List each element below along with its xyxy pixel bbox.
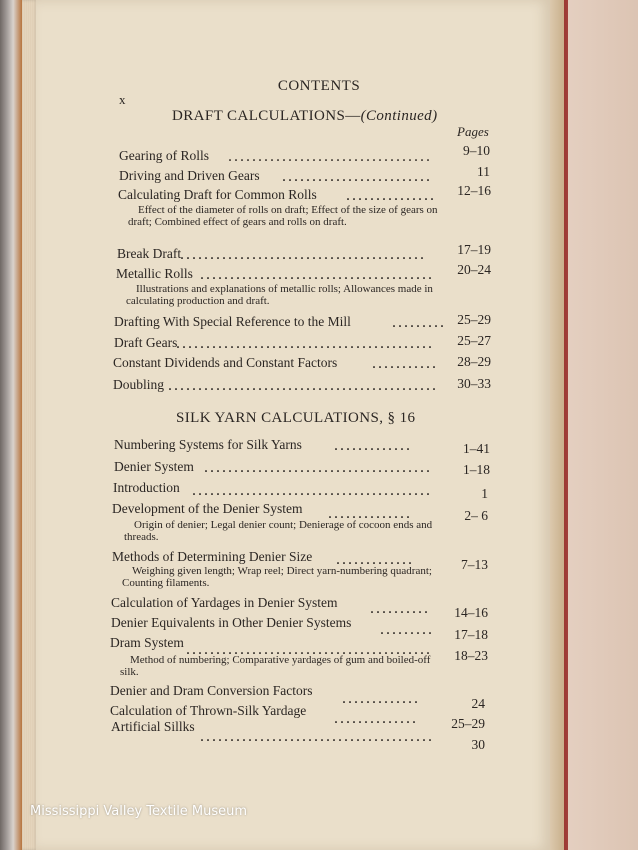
- leader-dots: .........................................: [180, 246, 426, 263]
- toc-entry-title: Break Draft: [117, 246, 182, 261]
- toc-entry-title: Methods of Determining Denier Size: [112, 549, 313, 564]
- toc-entry-pages: 2– 6: [464, 508, 488, 523]
- toc-entry-title: Introduction: [113, 480, 180, 495]
- toc-entry-title: Denier and Dram Conversion Factors: [110, 683, 313, 698]
- toc-entry-title: Denier System: [114, 459, 194, 474]
- leader-dots: .............................................: [168, 377, 438, 394]
- leader-dots: .........................: [282, 168, 432, 185]
- toc-entry-title: Draft Gears: [114, 335, 178, 350]
- leader-dots: .......................................: [200, 266, 434, 283]
- toc-entry-description: Weighing given length; Wrap reel; Direct yarn-numbering quadrant; Counting filaments.: [122, 565, 432, 589]
- leader-dots: ..............: [334, 710, 418, 727]
- toc-entry-pages: 12–16: [457, 183, 491, 198]
- book-cover-right: [564, 0, 638, 850]
- leader-dots: ...............: [346, 187, 436, 204]
- toc-entry-title: Development of the Denier System: [112, 501, 303, 516]
- toc-entry-pages: 30: [471, 737, 485, 752]
- toc-entry-pages: 9–10: [463, 143, 490, 158]
- toc-entry-pages: 25–27: [457, 333, 491, 348]
- toc-entry-title: Drafting With Special Reference to the Mill: [114, 314, 351, 329]
- toc-entry-title: Calculation of Yardages in Denier System: [111, 595, 338, 610]
- leader-dots: ...........................................: [176, 335, 434, 352]
- toc-entry-title: Constant Dividends and Constant Factors: [113, 355, 338, 370]
- leader-dots: .........: [380, 621, 434, 638]
- leader-dots: .............: [334, 437, 412, 454]
- leader-dots: .............: [336, 551, 414, 568]
- page-folio: x: [119, 92, 126, 107]
- toc-entry-pages: 28–29: [457, 354, 491, 369]
- leader-dots: ......................................: [204, 459, 432, 476]
- leader-dots: .........: [392, 314, 446, 331]
- page-gutter: [550, 0, 564, 850]
- toc-entry-title: Artificial Sillks: [111, 719, 195, 734]
- toc-entry-pages: 17–18: [454, 627, 488, 642]
- page-title: CONTENTS: [277, 78, 361, 94]
- toc-entry-pages: 14–16: [454, 605, 488, 620]
- toc-entry-pages: 1–41: [463, 441, 490, 456]
- toc-entry-pages: 17–19: [457, 242, 491, 257]
- book-cover-left: [0, 0, 22, 850]
- toc-entry-pages: 1: [481, 486, 488, 501]
- pages-column-label: Pages: [457, 124, 489, 139]
- toc-entry-title: Driving and Driven Gears: [119, 168, 260, 183]
- watermark-text: Mississippi Valley Textile Museum: [30, 804, 248, 819]
- toc-entry-title: Metallic Rolls: [116, 266, 193, 281]
- toc-entry-title: Calculating Draft for Common Rolls: [118, 187, 317, 202]
- leader-dots: .......................................: [200, 728, 434, 745]
- toc-entry-description: Effect of the diameter of rolls on draft; Effect of the size of gears on draft; Combined effect of gears and rolls on draft.: [128, 204, 438, 228]
- leader-dots: .............: [342, 690, 420, 707]
- toc-entry-title: Gearing of Rolls: [119, 148, 209, 163]
- toc-entry-pages: 7–13: [461, 557, 488, 572]
- toc-entry-description: Illustrations and explanations of metallic rolls; Allowances made in calculating production and draft.: [126, 283, 433, 307]
- toc-entry-pages: 25–29: [457, 312, 491, 327]
- toc-entry-pages: 30–33: [457, 376, 491, 391]
- toc-entry-description: Origin of denier; Legal denier count; Denierage of cocoon ends and threads.: [124, 519, 433, 543]
- section-heading-silk: SILK YARN CALCULATIONS, § 16: [176, 410, 416, 426]
- toc-entry-title: Doubling: [113, 377, 165, 392]
- toc-entry-description: Method of numbering; Comparative yardages of gum and boiled-off silk.: [120, 654, 431, 678]
- toc-entry-title: Calculation of Thrown-Silk Yardage: [110, 703, 307, 718]
- toc-entry-pages: 25–29: [451, 716, 485, 731]
- leader-dots: ........................................: [192, 482, 432, 499]
- toc-entry-pages: 20–24: [457, 262, 491, 277]
- toc-entry-pages: 24: [471, 696, 485, 711]
- leader-dots: ...........: [372, 355, 438, 372]
- toc-entry-pages: 18–23: [454, 648, 488, 663]
- leader-dots: .........................................: [186, 641, 432, 658]
- leader-dots: ..........: [370, 600, 430, 617]
- toc-entry-title: Numbering Systems for Silk Yarns: [114, 437, 302, 452]
- toc-entry-title: Dram System: [110, 635, 184, 650]
- toc-entry-pages: 1–18: [463, 462, 490, 477]
- leader-dots: ..................................: [228, 148, 432, 165]
- leader-dots: ..............: [328, 505, 412, 522]
- toc-entry-pages: 11: [477, 164, 490, 179]
- toc-entry-title: Denier Equivalents in Other Denier Systems: [111, 615, 352, 630]
- section-heading-draft: DRAFT CALCULATIONS—(Continued): [172, 108, 438, 124]
